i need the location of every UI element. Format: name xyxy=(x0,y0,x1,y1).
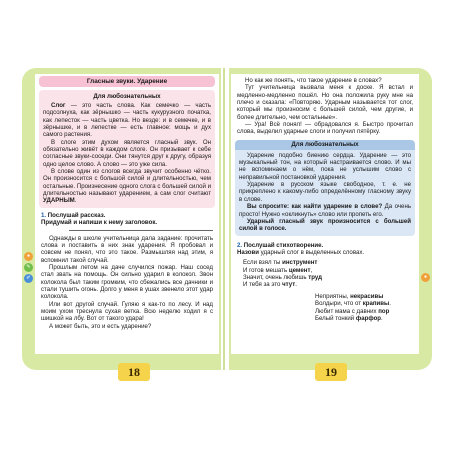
curious-box-title: Для любознательных xyxy=(235,140,415,150)
section-title: Гласные звуки. Ударение xyxy=(39,76,215,87)
poem-line: Белый тонкий фарфор. xyxy=(315,315,383,323)
poem-line: Волдыри, что от крапивы. xyxy=(315,300,391,308)
title-writing-line xyxy=(69,230,213,231)
page-number: 18 xyxy=(118,363,150,381)
curious-paragraph: Ударение подобно биению сердца. Ударение — это музыкальный тон, на который настраивается слово. И мы не вспоминаем о нём, пока не услышим слово с неправильной постановкой ударения. xyxy=(239,151,411,181)
task-1-number: 1. xyxy=(41,211,47,219)
curious-rule: Ударный гласный звук произносится с большей силой в голосе. xyxy=(239,217,411,233)
highlighted-word: крапивы xyxy=(362,300,390,308)
left-page-frame xyxy=(22,68,221,379)
pencil-icon: ✐ xyxy=(24,274,33,283)
task-1-instruction: Послушай рассказ. xyxy=(47,211,106,219)
writing-icon: ✎ xyxy=(24,263,33,272)
poem-line: Значит, очень любишь труд xyxy=(243,274,322,282)
task-2-line-2 xyxy=(237,249,413,256)
curious-paragraph: Вы спросите: как найти ударение в слове? Да очень просто! Нужно «окликнуть» слово или пропеть его. xyxy=(239,203,411,218)
highlighted-word: цемент xyxy=(288,266,311,274)
task-2-verb: Назови xyxy=(237,248,259,256)
continued-paragraph: Но как же понять, что такое ударение в словах? xyxy=(245,77,382,84)
story-paragraph: Однажды в школе учительница дала задание: прочитать слова и поставить в них знак ударения. Я пробовал и совсем не понял, что это такое. Размышляя над этим, я вспомнил такой случай. xyxy=(41,234,213,264)
curious-box-blue xyxy=(235,150,415,236)
curious-paragraph: В слове один из слогов всегда звучит особенно чётко. Он произносится с большой силой и длительностью, чем остальные. Произнесение одного слога с большей силой и длительностью называют ударением, а сам слог считают УДАРНЫМ. xyxy=(43,168,211,205)
listen-icon: ● xyxy=(24,252,33,261)
right-page xyxy=(225,0,450,450)
task-2 xyxy=(231,236,419,257)
continued-paragraph: — Ура! Всё понял! — обрадовался я. Быстро прочитал слова, выделил ударные слоги и получил пятёрку. xyxy=(237,121,413,136)
curious-paragraph: В слоге этим духом является гласный звук. Он обязательно живёт в каждом слоге. Он призывает к себе согласные звуки-соседи. Они тянутся друг к другу, образуя одно целое слово. А слово — это уже сила. xyxy=(43,138,211,168)
curious-box xyxy=(39,90,215,208)
story-paragraph: Прошлым летом на даче случился пожар. Наш сосед стал звать на помощь. Он сильно ударил в колокол. Звон колокола был таким громким, что сбежались все дачники и стали тушить огонь. Долго у меня в ушах звенело этот удар колокола. xyxy=(41,263,213,301)
task-2-rest: ударный слог в выделенных словах. xyxy=(260,248,365,256)
highlighted-word: пор xyxy=(378,307,390,315)
highlighted-word: некрасивы xyxy=(350,292,384,300)
highlighted-word: чтут xyxy=(282,281,296,289)
task-2-line-1 xyxy=(237,242,413,249)
right-page-frame xyxy=(229,68,432,379)
key-term: Слог xyxy=(51,102,66,109)
key-term: УДАРНЫМ xyxy=(43,197,75,205)
key-term: Вы спросите: как найти ударение в слове? xyxy=(247,203,383,211)
task-1-line-2: Придумай и напиши к нему заголовок. xyxy=(41,219,158,227)
task-2-number: 2. xyxy=(237,241,243,249)
poem-line: И тебя за это чтут. xyxy=(243,281,297,289)
task-1 xyxy=(35,208,219,227)
highlighted-word: инструмент xyxy=(282,259,318,267)
curious-paragraph: Слог — это часть слова. Как семечко — часть подсолнуха, как зёрнышко — часть кукурузного початка, как лепесток — часть цветка. Но везде: и в семечке, и в зёрнышке, и в лепестке — есть главное: мощь и дух самого растения. xyxy=(43,102,211,139)
listen-icon: ● xyxy=(421,273,430,282)
story-text xyxy=(35,235,219,330)
curious-box-text xyxy=(43,102,211,205)
right-page-content xyxy=(231,74,419,354)
page-number: 19 xyxy=(315,363,347,381)
poem-line: И готов мешать цемент, xyxy=(243,266,313,274)
task-2-instruction: Послушай стихотворение. xyxy=(243,241,324,249)
story-paragraph: Или вот другой случай. Гуляю я как-то по лесу. И над моим ухом треснула сухая ветка. Всю неделю ходил я с шишкой на лбу. Вот от такого удара! xyxy=(41,300,213,323)
highlighted-word: труд xyxy=(308,274,322,282)
poem-2 xyxy=(231,293,419,323)
continued-paragraph: Тут учительница вызвала меня к доске. Я встал и медленно-медленно пошёл. Но она положила руку мне на плечо и сказала: «Повторяю. Ударным называется тот слог, который мы произносим с большей силой, чем другие, и более длительно, чем остальные». xyxy=(237,84,413,121)
highlighted-word: фарфор xyxy=(355,315,382,323)
left-page-content xyxy=(35,74,219,354)
curious-box-text xyxy=(239,152,411,233)
poem-1 xyxy=(231,259,419,289)
curious-paragraph: Ударение в русском языке свободное, т. е. не прикреплено к какому-либо определённому гласному звуку в слове. xyxy=(239,181,411,203)
task-1-line-1 xyxy=(41,212,213,219)
poem-line: Неприятны, некрасивы xyxy=(315,292,384,300)
poem-line: Любит мама с давних пор xyxy=(315,307,390,315)
story-paragraph: А может быть, это и есть ударение? xyxy=(49,322,152,330)
continued-story-text xyxy=(231,74,419,136)
poem-line: Если взял ты инструмент xyxy=(243,259,318,267)
curious-box-title: Для любознательных xyxy=(93,93,161,100)
